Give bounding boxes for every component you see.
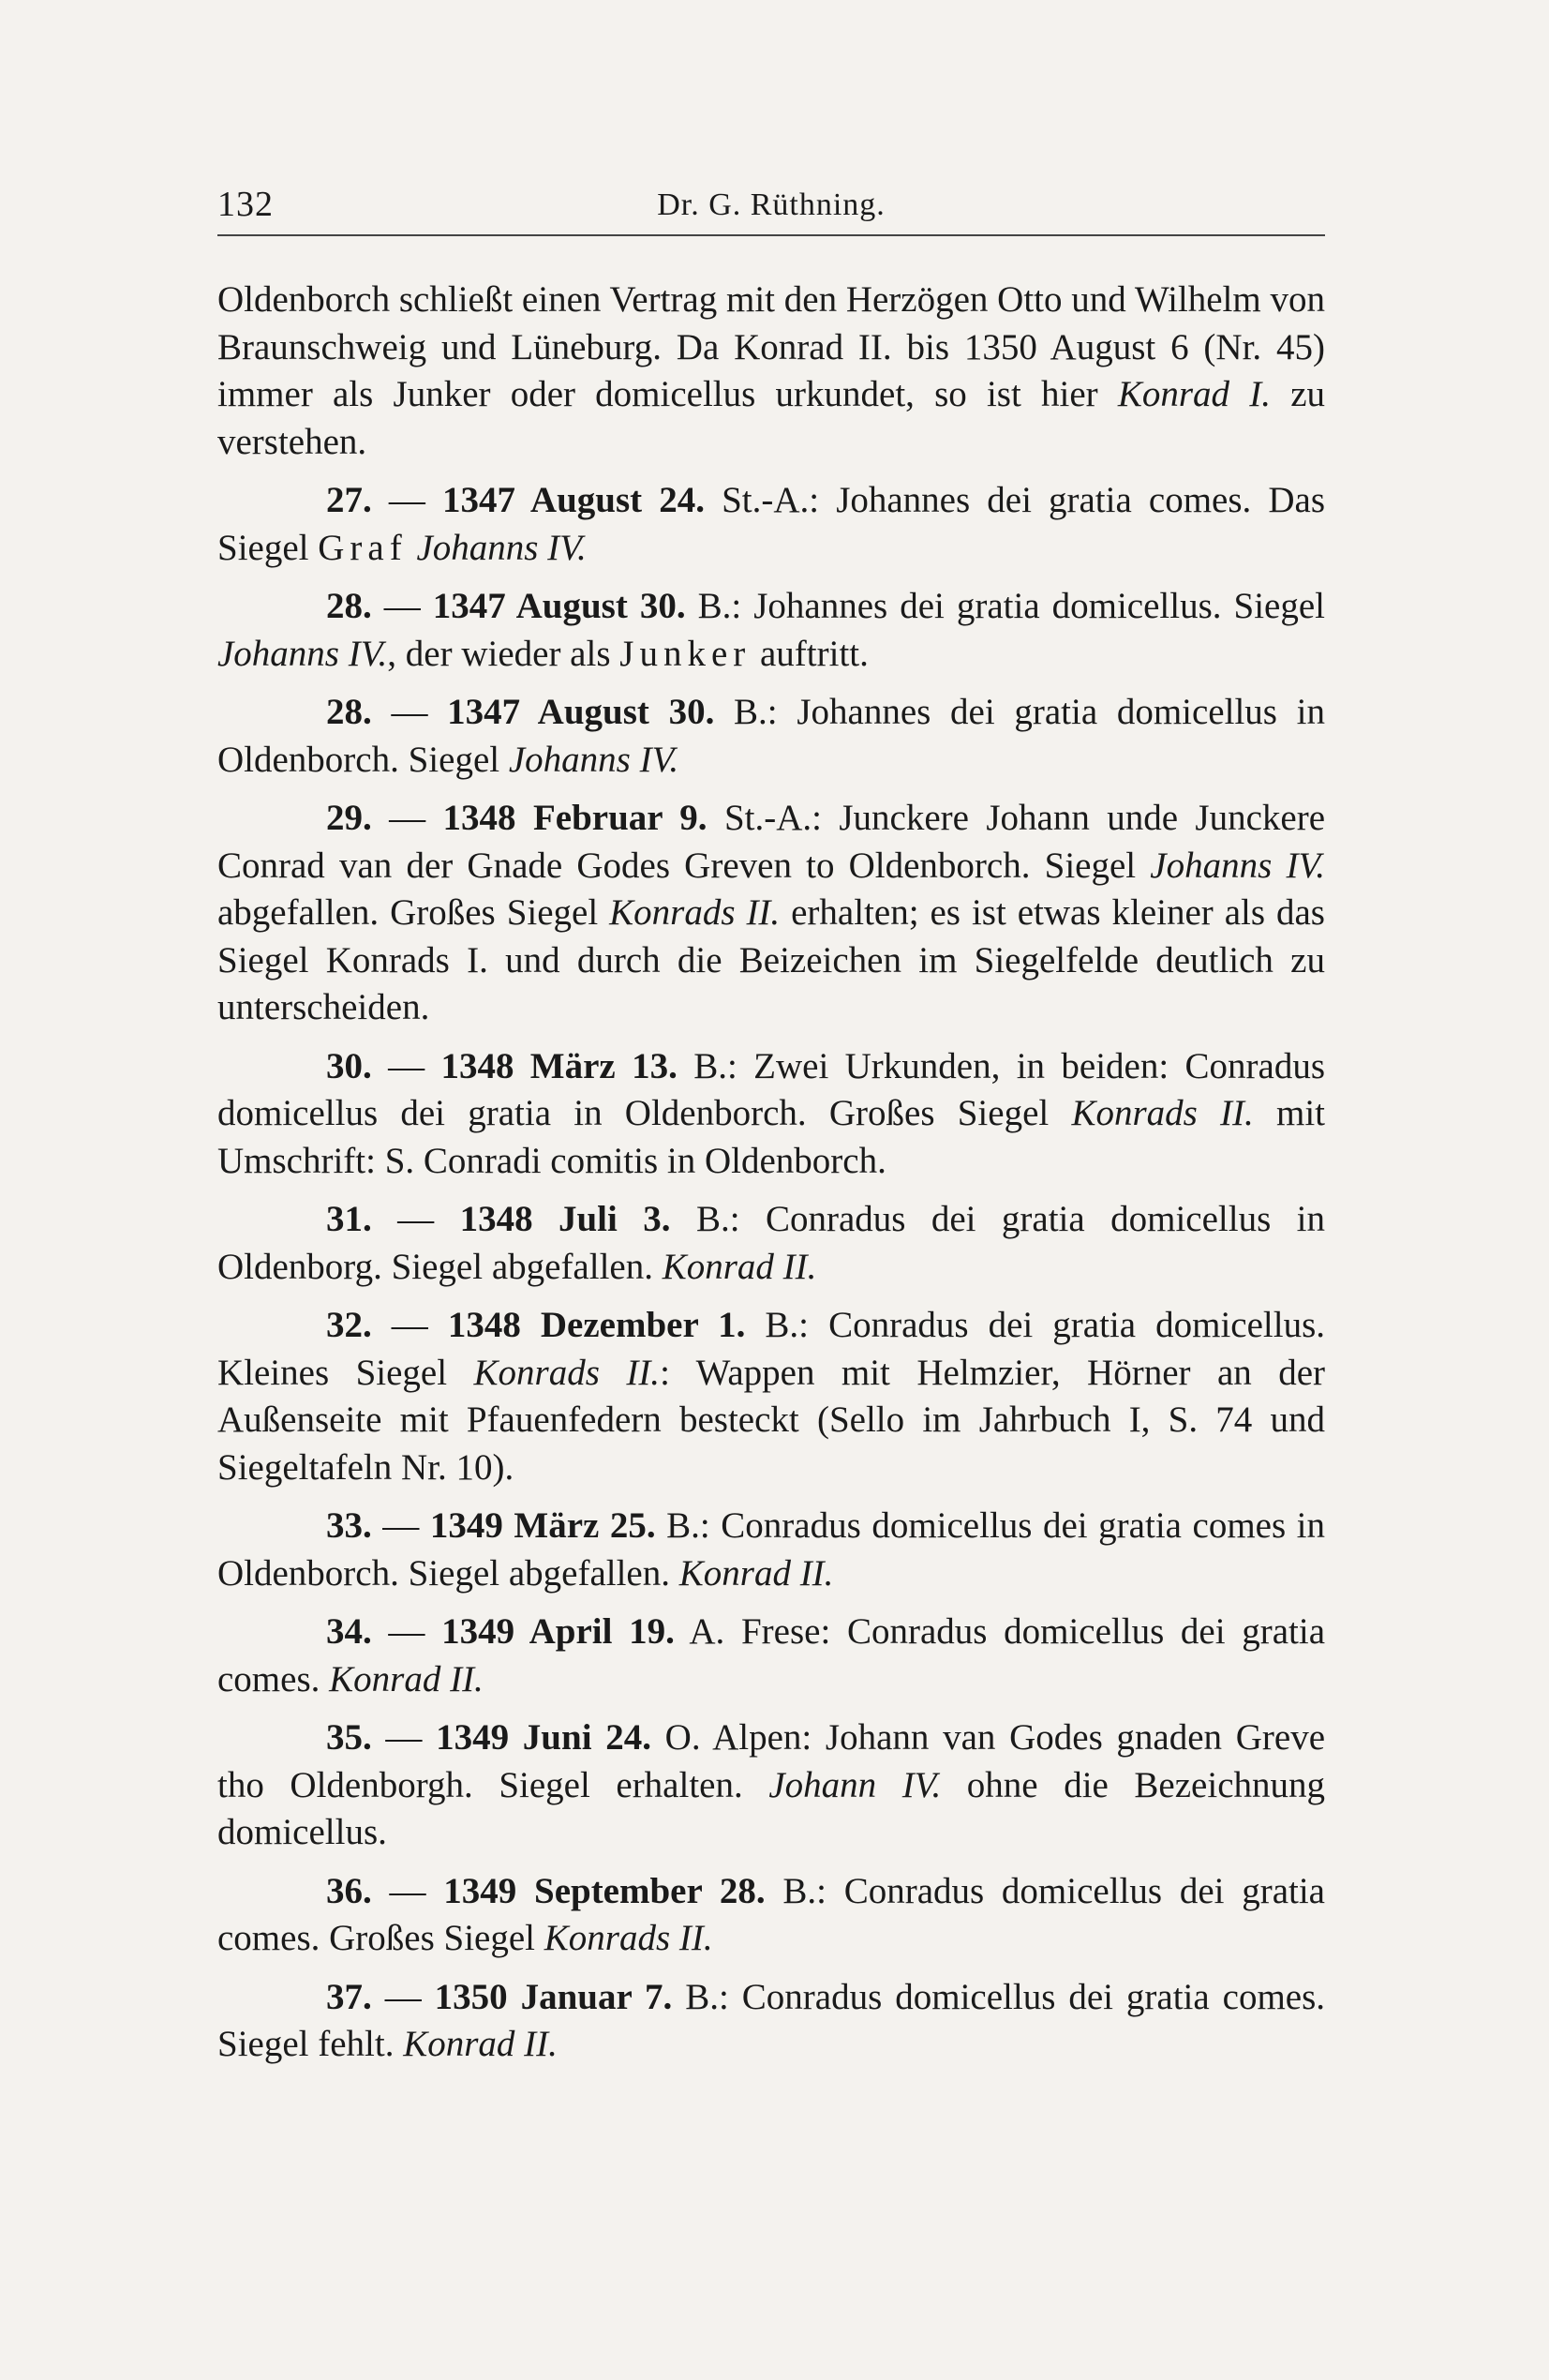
entry-date: 1347 August 24. (441, 480, 705, 520)
entry: 28. — 1347 August 30. B.: Johannes dei gratia domicellus in Oldenborch. Siegel Johanns IV. (217, 692, 1325, 780)
entry-text: abgefallen. Großes Siegel (217, 892, 610, 933)
entry-text: , der wieder als (387, 633, 620, 674)
entry-text: B.: Johannes dei gratia domicellus in Oldenborch. Siegel (217, 692, 1325, 780)
entry-italic: Konrad II. (662, 1246, 817, 1287)
entry-italic: Konrads II. (544, 1918, 713, 1958)
entry-date: 1348 März 13. (440, 1045, 678, 1086)
entry: 35. — 1349 Juni 24. O. Alpen: Johann van Godes gnaden Greve tho Oldenborgh. Siegel erhalten. Johann IV. ohne die Bezeichnung domicellus. (217, 1717, 1326, 1852)
entry-number: 33. (326, 1505, 372, 1546)
running-head: Dr. G. Rüthning. (657, 187, 886, 222)
entry-italic: Konrads II. (609, 892, 781, 933)
entry: 28. — 1347 August 30. B.: Johannes dei gratia domicellus. Siegel Johanns IV., der wieder als Junker auftritt. (217, 586, 1326, 674)
entry-text: B.: Johannes dei gratia domicellus. Siegel (697, 586, 1326, 626)
entry-number: 36. (326, 1870, 372, 1911)
entry-italic: Konrads II. (1071, 1093, 1254, 1133)
intro-text: Oldenborch schließt einen Vertrag mit den Herzögen Otto und Wilhelm von Braunschweig und Lüneburg. Da Konrad II. bis 1350 August 6 (Nr. 45) immer als Junker oder domicellus urkundet, so ist hier (217, 279, 1325, 414)
page-number: 132 (217, 185, 274, 224)
entry-number: 29. (326, 798, 372, 838)
entry-number: 32. (326, 1305, 372, 1345)
entry-text: : Wappen mit Helmzier, Hörner an der Außenseite mit Pfauenfedern besteckt (Sello im Jahrbuch I, S. 74 und Siegeltafeln Nr. 10). (217, 1352, 1326, 1488)
entry: 32. — 1348 Dezember 1. B.: Conradus dei gratia domicellus. Kleines Siegel Konrads II.: Wappen mit Helmzier, Hörner an der Außenseite mit Pfauenfedern besteckt (Sello im Jahrbuch I, S. 74 und Siegeltafeln Nr. 10). (217, 1305, 1326, 1488)
intro-paragraph (217, 277, 1325, 466)
entry-italic: Johann IV. (768, 1764, 942, 1805)
entry-date: 1349 September 28. (443, 1870, 766, 1911)
entry-number: 30. (326, 1045, 372, 1086)
entry-number: 34. (326, 1611, 372, 1652)
entry-text: auftritt. (751, 633, 869, 674)
page-header (217, 184, 1325, 231)
entry: 31. — 1348 Juli 3. B.: Conradus dei gratia domicellus in Oldenborg. Siegel abgefallen. Konrad II. (217, 1199, 1326, 1287)
entry-text: A. Frese: Conradus domicellus dei gratia comes. (217, 1611, 1326, 1699)
intro-end: zu verstehen. (217, 374, 1325, 462)
entry-italic: Konrad II. (403, 2024, 558, 2064)
entry-italic: Johanns IV. (416, 527, 587, 568)
entry-text: erhalten; es ist etwas kleiner als das Siegel Konrads I. und durch die Beizeichen im Siegelfelde deutlich zu unterscheiden. (217, 892, 1325, 1027)
entry-text: B.: Conradus domicellus dei gratia comes. Großes Siegel (217, 1870, 1325, 1958)
entry-date: 1348 Dezember 1. (447, 1305, 746, 1345)
header-rule (217, 234, 1325, 236)
entry-italic: Johanns IV. (1150, 845, 1325, 886)
entry-text: Junker (619, 633, 752, 674)
entry-text: O. Alpen: Johann van Godes gnaden Greve tho Oldenborgh. Siegel erhalten. (217, 1717, 1326, 1805)
entry-date: 1349 März 25. (429, 1505, 656, 1546)
entry-text: B.: Conradus dei gratia domicellus in Oldenborg. Siegel abgefallen. (217, 1199, 1326, 1287)
entry-italic: Johanns IV. (508, 739, 679, 780)
entry-text: B.: Conradus dei gratia domicellus. Kleines Siegel (217, 1305, 1326, 1393)
entry-text: St.-A.: Johannes dei gratia comes. Das Siegel (217, 480, 1326, 568)
entry: 27. — 1347 August 24. St.-A.: Johannes dei gratia comes. Das Siegel Graf Johanns IV. (217, 480, 1326, 568)
entry-italic: Johanns IV. (217, 633, 388, 674)
entry-text: B.: Zwei Urkunden, in beiden: Conradus domicellus dei gratia in Oldenborch. Großes Siegel (217, 1045, 1326, 1133)
entry: 29. — 1348 Februar 9. St.-A.: Junckere Johann unde Junckere Conrad van der Gnade Godes Greven to Oldenborch. Siegel Johanns IV. abgefallen. Großes Siegel Konrads II. erhalten; es ist etwas kleiner als das Siegel Konrads I. und durch die Beizeichen im Siegelfelde deutlich zu unterscheiden. (217, 798, 1326, 1027)
entry-number: 31. (326, 1199, 372, 1239)
entry-number: 37. (326, 1976, 372, 2017)
entry-date: 1347 August 30. (432, 586, 686, 626)
entry-text: St.-A.: Junckere Johann unde Junckere Conrad van der Gnade Godes Greven to Oldenborch. Siegel (217, 798, 1326, 886)
entry-text: ohne die Bezeichnung domicellus. (217, 1764, 1326, 1852)
body-text (217, 277, 1325, 2080)
entry: 37. — 1350 Januar 7. B.: Conradus domicellus dei gratia comes. Siegel fehlt. Konrad II. (217, 1976, 1326, 2064)
entry-text: B.: Conradus domicellus dei gratia comes. Siegel fehlt. (217, 1976, 1326, 2064)
entry-italic: Konrad II. (678, 1552, 834, 1594)
entry-text: mit Umschrift: S. Conradi comitis in Oldenborch. (217, 1093, 1325, 1181)
entry-date: 1349 April 19. (441, 1611, 675, 1652)
entry-date: 1349 Juni 24. (436, 1717, 651, 1758)
entry-date: 1350 Januar 7. (434, 1976, 673, 2017)
intro-italic: Konrad I. (1117, 374, 1271, 414)
entry: 30. — 1348 März 13. B.: Zwei Urkunden, in beiden: Conradus domicellus dei gratia in Oldenborch. Großes Siegel Konrads II. mit Umschrift: S. Conradi comitis in Oldenborch. (217, 1045, 1326, 1181)
entry-date: 1348 Juli 3. (459, 1199, 671, 1239)
entry-date: 1348 Februar 9. (442, 798, 707, 838)
entry-text: B.: Conradus domicellus dei gratia comes in Oldenborch. Siegel abgefallen. (217, 1505, 1326, 1594)
entry-number: 28. (326, 692, 372, 732)
entry-italic: Konrads II. (473, 1352, 661, 1393)
entry-number: 28. (326, 586, 372, 626)
entry-number: 35. (326, 1717, 372, 1758)
entry-text (408, 528, 417, 568)
entry-number: 27. (326, 480, 372, 520)
entry: 34. — 1349 April 19. A. Frese: Conradus domicellus dei gratia comes. Konrad II. (217, 1611, 1326, 1699)
entry-date: 1347 August 30. (447, 692, 715, 732)
entry-text: Graf (318, 527, 408, 568)
entry: 33. — 1349 März 25. B.: Conradus domicellus dei gratia comes in Oldenborch. Siegel abgefallen. Konrad II. (217, 1505, 1326, 1594)
entry-italic: Konrad II. (329, 1658, 484, 1699)
entry: 36. — 1349 September 28. B.: Conradus domicellus dei gratia comes. Großes Siegel Konrads II. (217, 1870, 1325, 1958)
